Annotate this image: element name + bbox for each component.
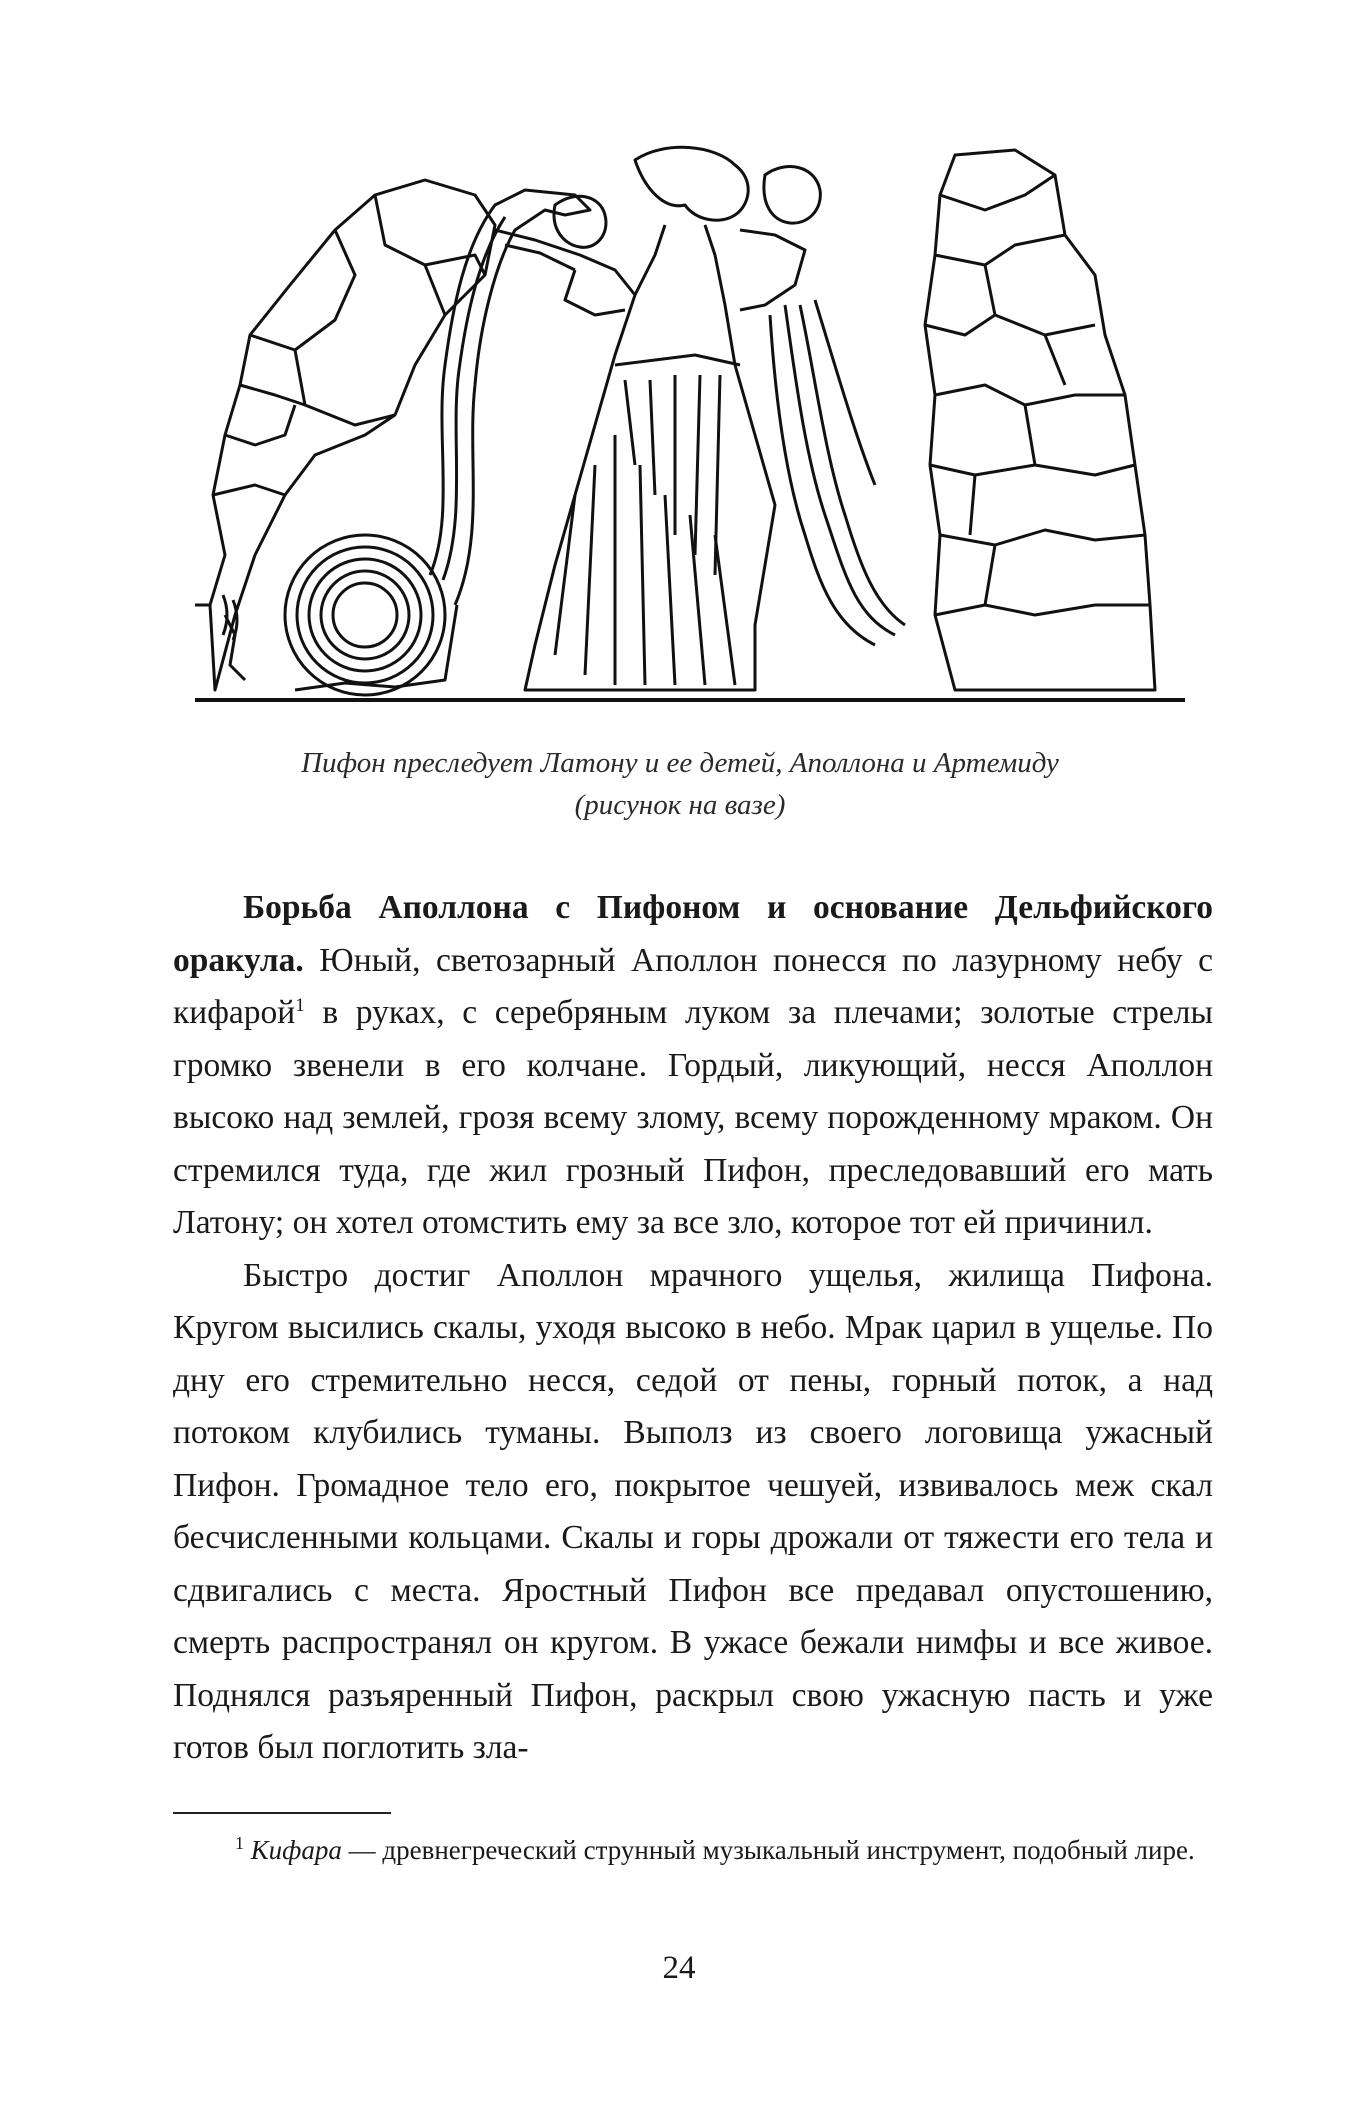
page-number: 24 bbox=[662, 1950, 696, 1986]
section-heading: Борьба Аполлона с Пифоном и основание Дельфийского оракула. bbox=[173, 889, 1213, 979]
illustration-caption bbox=[160, 742, 1200, 826]
footnote-reference[interactable]: 1 bbox=[295, 994, 305, 1016]
caption-line-2: (рисунок на вазе) bbox=[574, 789, 786, 821]
paragraph-1 bbox=[173, 882, 1213, 1250]
vase-drawing bbox=[195, 135, 1185, 715]
footnote-definition: — древнегреческий струнный музыкальный инструмент, подобный лире. bbox=[341, 1835, 1195, 1865]
footnote-term: Кифара bbox=[250, 1835, 342, 1865]
footnote-divider bbox=[173, 1812, 391, 1814]
footnote bbox=[173, 1830, 1213, 1870]
caption-line-1: Пифон преследует Латону и ее детей, Аполлона и Артемиду bbox=[301, 747, 1059, 779]
vase-drawing-illustration bbox=[195, 135, 1185, 715]
footnote-text bbox=[173, 1830, 1213, 1870]
paragraph-2: Быстро достиг Аполлон мрачного ущелья, жилища Пифона. Кругом высились скалы, уходя высоко в небо. Мрак царил в ущелье. По дну его стремительно несся, седой от пены, горный поток, а над потоком клубились туманы. Выполз из своего логовища ужасный Пифон. Громадное тело его, покрытое чешуей, извивалось меж скал бесчисленными кольцами. Скалы и горы дрожали от тяжести его тела и сдвигались с места. Яростный Пифон все предавал опустошению, смерть распространял он кругом. В ужасе бежали нимфы и все живое. Поднялся разъяренный Пифон, раскрыл свою ужасную пасть и уже готов был поглотить зла- bbox=[173, 1256, 1213, 1766]
main-text bbox=[173, 882, 1213, 1775]
paragraph-1-text-b: в руках, с серебряным луком за плечами; золотые стрелы громко звенели в его колчане. Гордый, ликующий, несся Аполлон высоко над землей, грозя всему злому, всему порожденному мраком. Он стремился туда, где жил грозный Пифон, преследовавший его мать Латону; он хотел отомстить ему за все зло, которое тот ей причинил. bbox=[173, 994, 1213, 1241]
paragraph-1-text-a: Юный, светозарный Аполлон понесся по лазурному небу с кифарой bbox=[173, 941, 1213, 1031]
footnote-marker: 1 bbox=[235, 1833, 244, 1853]
